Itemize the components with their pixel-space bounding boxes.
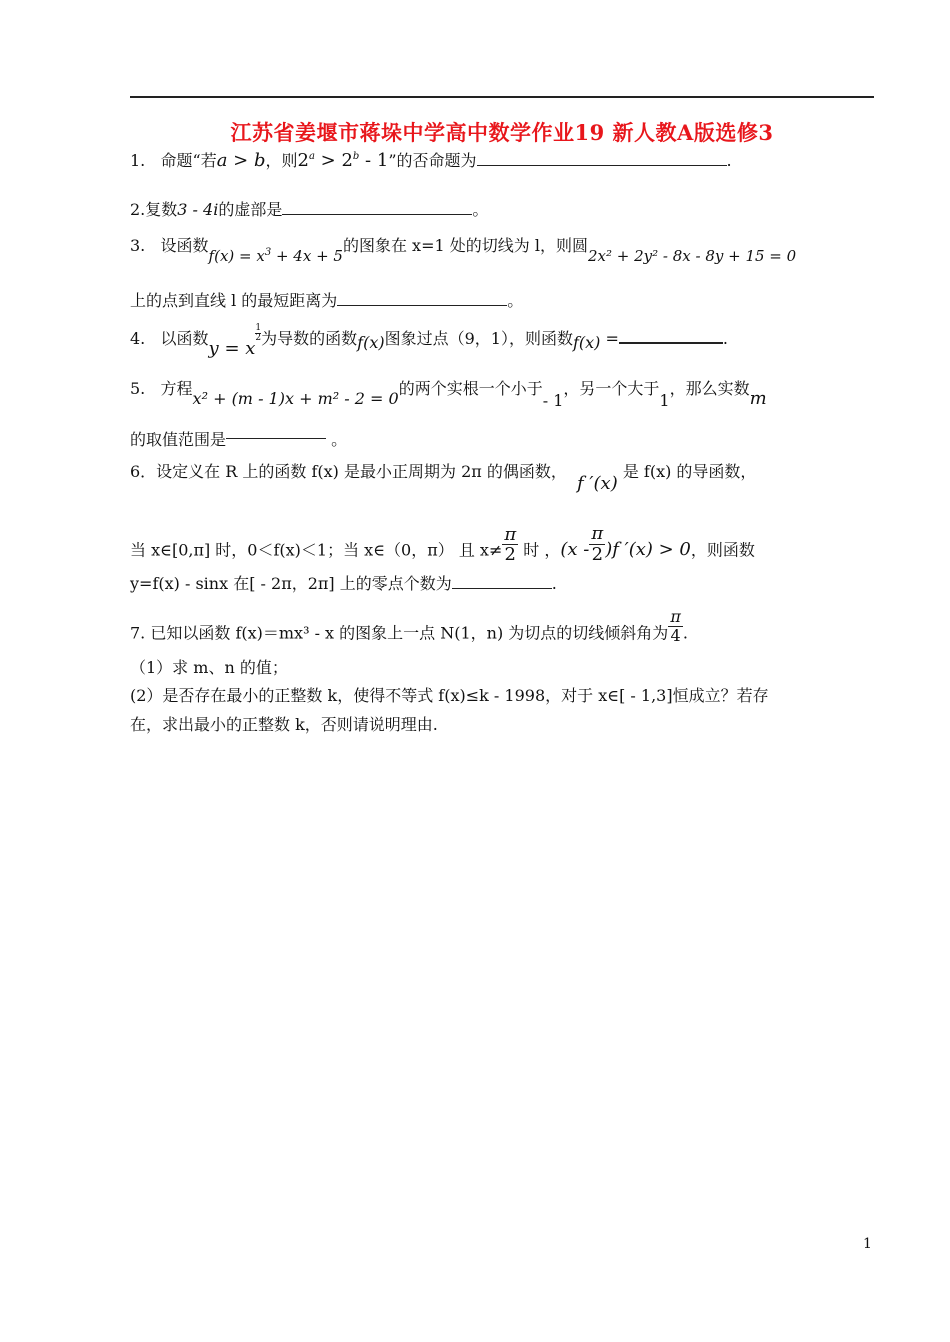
q7-sub2-line2: 在，求出最小的正整数 k，否则请说明理由. bbox=[130, 715, 438, 734]
q5-pre: 方程 bbox=[160, 379, 193, 398]
document-title: 江苏省姜堰市蒋垛中学高中数学作业19 新人教A版选修3 bbox=[230, 120, 774, 145]
question-5 bbox=[130, 379, 767, 410]
question-7-part-2 bbox=[130, 688, 769, 704]
q1-number: 1. bbox=[130, 151, 146, 170]
q1-answer-blank bbox=[477, 164, 727, 166]
q6-line1-pre: 6．设定义在 R 上的函数 f(x) 是最小正周期为 2π 的偶函数， bbox=[130, 462, 567, 481]
q6-fprime: f ′(x) bbox=[577, 473, 618, 494]
q4-number: 4. bbox=[130, 329, 146, 348]
q3-pre: 设函数 bbox=[160, 236, 209, 255]
q6-line1-post: 是 f(x) 的导函数， bbox=[622, 462, 757, 481]
q5-var: m bbox=[749, 388, 767, 409]
q3-answer-blank bbox=[337, 304, 507, 306]
q4-end: . bbox=[722, 329, 728, 348]
q5-line2-end: 。 bbox=[331, 430, 348, 449]
q2-end: 。 bbox=[472, 200, 489, 219]
q6-line3: y=f(x) - sinx 在[ - 2π，2π] 上的零点个数为 bbox=[130, 574, 452, 593]
q5-value1: - 1 bbox=[542, 391, 564, 410]
q1-mid: ，则 bbox=[265, 151, 298, 170]
question-7 bbox=[130, 607, 688, 652]
q4-fx2: f(x) bbox=[572, 333, 601, 352]
q5-number: 5. bbox=[130, 379, 146, 398]
q4-eq: = bbox=[600, 329, 619, 348]
q6-line2-b: 时 ， bbox=[518, 540, 561, 560]
question-6 bbox=[130, 462, 757, 494]
question-1 bbox=[130, 152, 732, 170]
q4-pre: 以函数 bbox=[160, 329, 209, 348]
q6-condition: (x - $\frac{\pi}{2}$ )f ′(x) > 0 bbox=[560, 523, 691, 565]
q7-line1: 7. 已知以函数 f(x)＝mx³ - x 的图象上一点 N(1，n) 为切点的切线倾斜角为 bbox=[130, 623, 669, 643]
question-2 bbox=[130, 202, 488, 218]
q5-mid2: ，另一个大于 bbox=[563, 379, 660, 398]
q1-expr2: $2^a > 2^b - 1$ bbox=[297, 150, 389, 171]
question-4 bbox=[130, 323, 728, 359]
q4-mid: 为导数的函数 bbox=[261, 329, 358, 348]
header-rule bbox=[130, 96, 874, 98]
q1-end: . bbox=[726, 151, 732, 170]
question-6-line-2 bbox=[130, 523, 755, 571]
question-3-line-2 bbox=[130, 293, 523, 309]
q5-mid: 的两个实根一个小于 bbox=[398, 379, 543, 398]
q3-line2-pre: 上的点到直线 l 的最短距离为 bbox=[130, 291, 338, 310]
q6-answer-blank bbox=[452, 587, 552, 589]
q2-pre: 2.复数 bbox=[130, 200, 178, 219]
q5-value2: 1 bbox=[659, 391, 670, 410]
q5-mid3: ，那么实数 bbox=[669, 379, 750, 398]
q1-pre: 命题“若 bbox=[160, 151, 217, 170]
page-number: 1 bbox=[863, 1236, 872, 1252]
q3-number: 3. bbox=[130, 236, 146, 255]
q3-mid: 的图象在 x=1 处的切线为 l，则圆 bbox=[342, 236, 588, 255]
q5-equation: x² + (m - 1)x + m² - 2 = 0 bbox=[192, 389, 399, 408]
q5-answer-blank bbox=[226, 437, 326, 439]
q1-post: ”的否命题为 bbox=[388, 151, 477, 170]
q3-function: $f(x) = x^3 + 4x + 5$ bbox=[208, 247, 343, 265]
q1-expr1: a > b bbox=[216, 150, 266, 171]
q6-line2-c: ，则函数 bbox=[690, 540, 755, 560]
q2-expr: 3 - 4i bbox=[177, 200, 219, 219]
q3-line2-end: 。 bbox=[507, 291, 524, 310]
q4-mid2: 图象过点（9，1），则函数 bbox=[384, 329, 573, 348]
question-3 bbox=[130, 236, 797, 265]
q6-pi-over-2: $\frac{\pi}{2}$ bbox=[504, 523, 517, 566]
q5-line2: 的取值范围是 bbox=[130, 430, 227, 449]
q2-answer-blank bbox=[282, 213, 472, 215]
q7-end: . bbox=[682, 623, 688, 643]
question-7-part-2-line-2 bbox=[130, 717, 438, 733]
question-5-line-2 bbox=[130, 432, 347, 448]
q4-answer-blank bbox=[619, 341, 723, 344]
q7-sub2-line1: (2）是否存在最小的正整数 k，使得不等式 f(x)≤k - 1998，对于 x∈[ - 1,3]恒成立？若存 bbox=[130, 686, 769, 705]
q4-fx: f(x) bbox=[357, 333, 385, 352]
q3-circle: 2x² + 2y² - 8x - 8y + 15 = 0 bbox=[587, 247, 797, 265]
q2-post: 的虚部是 bbox=[218, 200, 283, 219]
question-7-part-1 bbox=[130, 660, 288, 676]
q4-y-expr: y = x $\frac{1}{2}$ bbox=[208, 323, 262, 359]
q6-line3-end: . bbox=[551, 574, 557, 593]
q7-sub1: （1）求 m、n 的值； bbox=[130, 658, 288, 677]
q6-line2-a: 当 x∈[0,π] 时，0＜f(x)＜1；当 x∈（0，π） 且 x≠ bbox=[130, 540, 503, 560]
q7-pi-over-4: $\frac{\pi}{4}$ bbox=[670, 607, 681, 645]
question-6-line-3 bbox=[130, 576, 557, 592]
